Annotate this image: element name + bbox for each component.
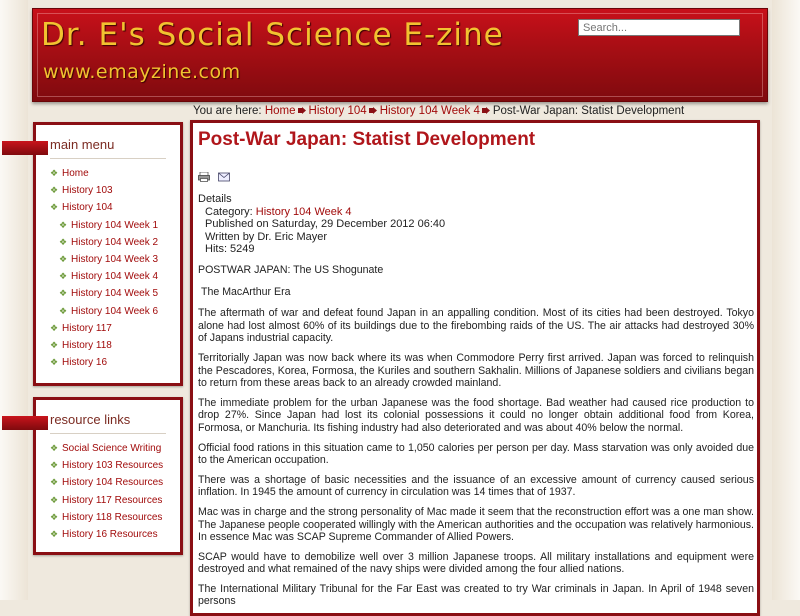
site-header <box>32 8 768 102</box>
breadcrumb-home-link[interactable]: Home <box>264 105 296 117</box>
bullet-icon: ❖ <box>50 511 59 522</box>
main-menu-item <box>36 251 180 268</box>
article-paragraphs <box>198 307 754 608</box>
resource-link[interactable]: History 117 Resources <box>62 494 163 506</box>
article-paragraph: The International Military Tribunal for the Far East was created to try War criminals in Japan. In April of 1948 seven persons <box>198 582 754 608</box>
article-body <box>198 264 754 615</box>
article-title[interactable]: Post-War Japan: Statist Development <box>198 129 536 150</box>
main-menu-item <box>36 285 180 302</box>
email-icon[interactable] <box>218 169 230 179</box>
main-menu-item <box>36 234 180 251</box>
bullet-icon: ❖ <box>50 357 59 368</box>
main-menu-item <box>36 303 180 320</box>
resource-links-module <box>33 397 183 555</box>
main-menu-link[interactable]: History 104 Week 5 <box>71 288 159 300</box>
article-paragraph: The aftermath of war and defeat found Japan in an appalling condition. Most of its cities had been destroyed. Tokyo alone had lost almost 60% of its buildings due to the firebombing raids of the US. The air attacks had destroyed 30% of Japans industrial capacity. <box>198 307 754 345</box>
resource-link[interactable]: Social Science Writing <box>62 443 162 454</box>
details-category <box>198 206 445 219</box>
article-paragraph: There was a shortage of basic necessities and the issuance of an excessive amount of currency caused serious inflation. In 1945 the amount of currency in circulation was 14 times that of 1937. <box>198 473 754 499</box>
resource-link-item <box>36 457 180 474</box>
main-menu-list <box>36 165 180 371</box>
resource-links-list <box>36 440 180 543</box>
article-paragraph: Official food rations in this situation came to 1,050 calories per person per day. Mass starvation was only avoided due to the American occupation. <box>198 441 754 467</box>
main-menu-link[interactable]: History 118 <box>62 340 112 352</box>
main-menu-item <box>36 182 180 199</box>
bullet-icon: ❖ <box>50 168 59 178</box>
category-link[interactable]: History 104 Week 4 <box>255 205 352 218</box>
article-container <box>190 120 760 616</box>
article-subheading: The MacArthur Era <box>201 285 291 298</box>
article-tools <box>198 169 234 187</box>
article-paragraph: SCAP would have to demobilize well over 3 million Japanese troops. All military installations and equipment were destroyed and what remained of the navy ships were divided among the four allied nations. <box>198 550 754 576</box>
main-menu-link[interactable]: History 16 <box>62 357 108 369</box>
main-menu-module <box>33 122 183 386</box>
search-input[interactable] <box>578 19 740 36</box>
print-icon[interactable] <box>198 169 210 179</box>
breadcrumb-separator-icon <box>298 107 307 115</box>
breadcrumb-week-4-link[interactable]: History 104 Week 4 <box>379 105 480 117</box>
main-menu-link[interactable]: History 104 <box>62 202 113 214</box>
main-menu-item <box>36 337 180 354</box>
category-label: Category: <box>205 205 253 218</box>
resource-link[interactable]: History 118 Resources <box>62 511 163 523</box>
bullet-icon: ❖ <box>59 254 68 265</box>
main-menu-link[interactable]: Home <box>62 168 89 179</box>
module-tab-decoration <box>2 416 48 430</box>
breadcrumb-separator-icon <box>482 107 491 115</box>
main-menu-link[interactable]: History 104 Week 3 <box>71 254 159 266</box>
main-menu-link[interactable]: History 104 Week 6 <box>71 305 159 317</box>
breadcrumb-history-104-link[interactable]: History 104 <box>308 105 367 117</box>
bullet-icon: ❖ <box>50 529 59 540</box>
main-menu-link[interactable]: History 104 Week 2 <box>71 236 159 248</box>
bullet-icon: ❖ <box>50 443 59 453</box>
details-hits: Hits: 5249 <box>205 243 255 256</box>
main-menu-item <box>36 268 180 285</box>
page-shadow-left <box>0 0 28 600</box>
resource-link-item <box>36 492 180 509</box>
article-paragraph: Mac was in charge and the strong personality of Mac made it seem that the reconstruction effort was a one man show. The Japanese people cooperated willingly with the American authorities and the occupation was relatively harmonious. In essence Mac was SCAP Supreme Commander of Allied Powers. <box>198 505 754 544</box>
site-title[interactable]: Dr. E's Social Science E-zine <box>41 17 504 53</box>
main-menu-link[interactable]: History 104 Week 4 <box>71 271 159 283</box>
resource-link[interactable]: History 16 Resources <box>62 529 158 541</box>
bullet-icon: ❖ <box>59 271 68 282</box>
module-tab-decoration <box>2 141 48 155</box>
resource-link-item <box>36 526 180 543</box>
article-paragraph: The immediate problem for the urban Japanese was the food shortage. Bad weather had caused rice production to drop 27%. Since Japan had lost its colonial possessions it could no longer obtain additional food from Korea, Formosa, or Manchuria. Its fishing industry had also deteriorated and was about 40% below the normal. <box>198 396 754 434</box>
bullet-icon: ❖ <box>59 236 68 247</box>
breadcrumb-label: You are here: <box>193 105 262 117</box>
resource-links-title: resource links <box>50 410 166 434</box>
main-menu-item <box>36 320 180 337</box>
bullet-icon: ❖ <box>50 460 59 471</box>
main-menu-link[interactable]: History 117 <box>62 322 112 334</box>
bullet-icon: ❖ <box>50 477 59 488</box>
bullet-icon: ❖ <box>59 305 68 316</box>
main-menu-title: main menu <box>50 135 166 159</box>
bullet-icon: ❖ <box>50 185 59 196</box>
article-details <box>198 193 445 256</box>
bullet-icon: ❖ <box>50 322 59 333</box>
breadcrumb-separator-icon <box>369 107 378 115</box>
details-author: Written by Dr. Eric Mayer <box>205 230 328 243</box>
breadcrumb <box>193 105 684 117</box>
resource-link-item <box>36 440 180 457</box>
resource-link-item <box>36 509 180 526</box>
bullet-icon: ❖ <box>50 494 59 505</box>
article-heading: POSTWAR JAPAN: The US Shogunate <box>198 264 384 276</box>
bullet-icon: ❖ <box>59 288 68 299</box>
main-menu-link[interactable]: History 103 <box>62 185 113 197</box>
bullet-icon: ❖ <box>59 219 68 230</box>
article-paragraph: Territorially Japan was now back where its was when Commodore Perry first arrived. Japan was forced to relinquish the Pescadores, Korea, Formosa, the Kuriles and southern Sakhalin. Millions of Japanese soldiers and civilians began to return from these areas back to an already crowded mainland. <box>198 351 754 390</box>
main-menu-item <box>36 217 180 234</box>
site-url: www.emayzine.com <box>43 61 241 83</box>
resource-link[interactable]: History 103 Resources <box>62 460 164 472</box>
breadcrumb-current: Post-War Japan: Statist Development <box>492 105 685 117</box>
bullet-icon: ❖ <box>50 340 59 351</box>
resource-link[interactable]: History 104 Resources <box>62 477 164 489</box>
details-label: Details <box>198 193 232 205</box>
main-menu-link[interactable]: History 104 Week 1 <box>71 219 159 231</box>
page-shadow-right <box>772 0 800 600</box>
details-published: Published on Saturday, 29 December 2012 06:40 <box>205 218 446 231</box>
bullet-icon: ❖ <box>50 202 59 213</box>
main-menu-item <box>36 165 180 182</box>
main-menu-item <box>36 199 180 216</box>
main-menu-item <box>36 354 180 371</box>
resource-link-item <box>36 474 180 491</box>
